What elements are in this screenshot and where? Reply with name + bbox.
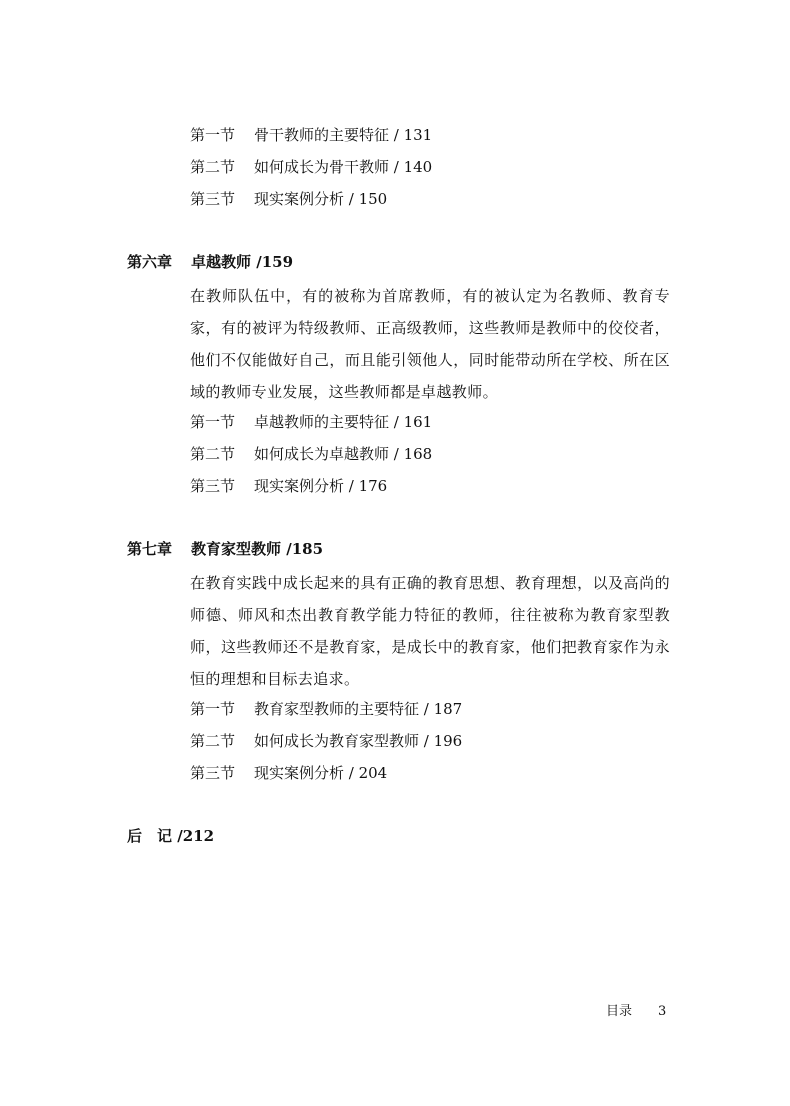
section-number: 第二节 <box>190 732 236 750</box>
section-title: 卓越教师的主要特征 / 161 <box>254 413 433 431</box>
toc-chapter-6[interactable] <box>127 252 293 272</box>
toc-section-7-1[interactable] <box>190 699 462 719</box>
toc-section-5-2[interactable] <box>190 157 432 177</box>
section-number: 第二节 <box>190 158 236 176</box>
section-number: 第一节 <box>190 413 236 431</box>
section-title: 骨干教师的主要特征 / 131 <box>254 126 433 144</box>
chapter-title: 教育家型教师 /185 <box>191 540 324 558</box>
chapter-6-description: 在教师队伍中，有的被称为首席教师，有的被认定为名教师、教育专家，有的被评为特级教师、正高级教师，这些教师是教师中的佼佼者，他们不仅能做好自己，而且能引领他人，同时能带动所在学校、所在区域的教师专业发展，这些教师都是卓越教师。 <box>190 287 670 401</box>
page-number: 3 <box>658 1004 667 1019</box>
chapter-number: 第七章 <box>127 540 173 558</box>
section-title: 如何成长为骨干教师 / 140 <box>254 158 433 176</box>
section-title: 教育家型教师的主要特征 / 187 <box>254 700 463 718</box>
chapter-number: 第六章 <box>127 253 173 271</box>
toc-afterword[interactable]: 后 记 /212 <box>127 827 215 845</box>
section-title: 现实案例分析 / 176 <box>254 477 388 495</box>
section-title: 如何成长为教育家型教师 / 196 <box>254 732 463 750</box>
toc-section-6-1[interactable] <box>190 412 432 432</box>
toc-section-7-3[interactable] <box>190 763 387 783</box>
chapter-title: 卓越教师 /159 <box>191 253 294 271</box>
section-number: 第二节 <box>190 445 236 463</box>
page-footer <box>606 1003 666 1021</box>
toc-section-5-3[interactable] <box>190 189 387 209</box>
section-title: 现实案例分析 / 150 <box>254 190 388 208</box>
section-title: 现实案例分析 / 204 <box>254 764 388 782</box>
section-number: 第一节 <box>190 700 236 718</box>
toc-section-6-3[interactable] <box>190 476 387 496</box>
toc-section-6-2[interactable] <box>190 444 432 464</box>
toc-section-7-2[interactable] <box>190 731 462 751</box>
footer-label: 目录 <box>606 1004 633 1019</box>
section-number: 第三节 <box>190 764 236 782</box>
chapter-7-description: 在教育实践中成长起来的具有正确的教育思想、教育理想，以及高尚的师德、师风和杰出教育教学能力特征的教师，往往被称为教育家型教师，这些教师还不是教育家，是成长中的教育家，他们把教育家作为永恒的理想和目标去追求。 <box>190 574 670 688</box>
section-number: 第一节 <box>190 126 236 144</box>
section-number: 第三节 <box>190 190 236 208</box>
section-number: 第三节 <box>190 477 236 495</box>
section-title: 如何成长为卓越教师 / 168 <box>254 445 433 463</box>
toc-chapter-7[interactable] <box>127 539 323 559</box>
toc-section-5-1[interactable] <box>190 125 432 145</box>
